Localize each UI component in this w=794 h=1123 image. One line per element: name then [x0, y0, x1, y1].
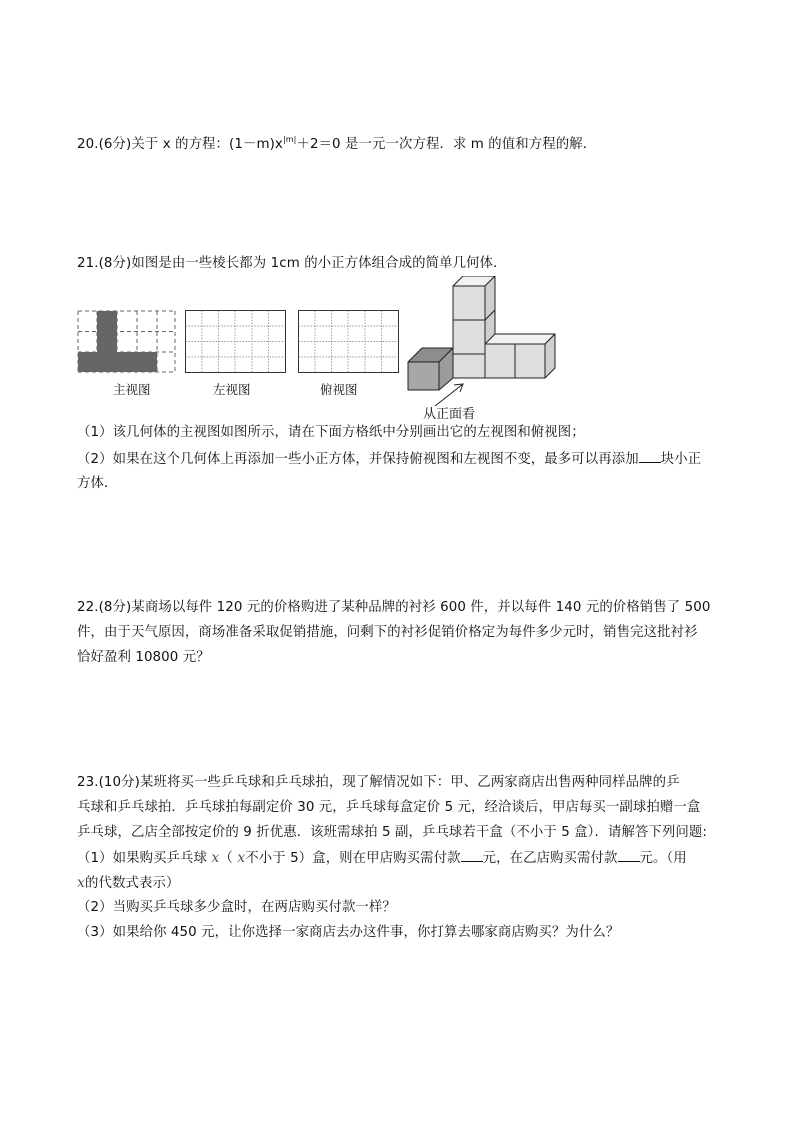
q23-var-x-3: x [77, 875, 85, 891]
label-view-from-front: 从正面看 [423, 407, 476, 422]
q23-line1: 23.(10分)某班将买一些乒乓球和乒乓球拍，现了解情况如下：甲、乙两家商店出售两种同样品牌的乒 [77, 775, 680, 790]
q23-part3: （3）如果给你 450 元，让你选择一家商店去办这件事，你打算去哪家商店购买？为什么？ [77, 925, 620, 940]
solid-3d-diagram [405, 276, 560, 408]
q23-part1-line1 [77, 849, 687, 868]
q23-line3: 乒乓球，乙店全部按定价的 9 折优惠．该班需球拍 5 副，乒乓球若干盒（不小于 5 盒）．请解答下列问题: [77, 825, 708, 840]
q22-line2: 件，由于天气原因，商场准备采取促销措施，问剩下的衬衫促销价格定为每件多少元时，销售完这批衬衫 [77, 625, 698, 640]
q21-title: 21.(8分)如图是由一些棱长都为 1cm 的小正方体组合成的简单几何体． [77, 256, 507, 271]
q21-part1: （1）该几何体的主视图如图所示，请在下面方格纸中分别画出它的左视图和俯视图； [77, 425, 585, 440]
q21-part2-text-a: （2）如果在这个几何体上再添加一些小正方体，并保持俯视图和左视图不变，最多可以再添加 [77, 452, 639, 467]
q21-part2-line1 [77, 450, 701, 469]
q23-var-x-1: x [211, 850, 220, 866]
q23-p1-text-f: 的代数式表示） [85, 876, 180, 891]
q23-blank-shop-b[interactable] [618, 849, 640, 862]
q22-line3: 恰好盈利 10800 元？ [77, 650, 210, 665]
top-view-grid [298, 310, 400, 374]
q23-line2: 乓球和乒乓球拍．乒乓球拍每副定价 30 元，乒乓球每盒定价 5 元，经洽谈后，甲店每买一副球拍赠一盒 [77, 800, 701, 815]
q23-p1-text-b: （ [219, 851, 233, 866]
q23-part2: （2）当购买乒乓球多少盒时，在两店购买付款一样？ [77, 900, 396, 915]
q21-answer-blank[interactable] [639, 450, 661, 463]
q23-p1-text-e: 元。（用 [639, 851, 687, 866]
q23-p1-text-c: 不小于 5）盒，则在甲店购买需付款 [245, 851, 461, 866]
front-view-diagram [77, 310, 177, 374]
left-view-grid [185, 310, 287, 374]
label-front-view: 主视图 [113, 382, 151, 397]
q20-text-b: ＋2＝0 是一元一次方程．求 m 的值和方程的解． [296, 137, 597, 152]
q21-part2-text-b: 块小正 [660, 452, 702, 467]
q23-part1-line2 [77, 874, 179, 893]
q23-blank-shop-a[interactable] [461, 849, 483, 862]
q23-var-x-2: x [237, 850, 246, 866]
q21-part2-line2: 方体． [77, 476, 118, 491]
q20-text [77, 131, 596, 154]
q23-p1-text-d: 元，在乙店购买需付款 [482, 851, 618, 866]
q20-exponent: |m| [282, 135, 297, 144]
label-left-view: 左视图 [213, 382, 251, 397]
label-top-view: 俯视图 [320, 382, 358, 397]
q22-line1: 22.(8分)某商场以每件 120 元的价格购进了某种品牌的衬衫 600 件，并以每件 140 元的价格销售了 500 [77, 600, 711, 615]
q23-p1-text-a: （1）如果购买乒乓球 [77, 851, 208, 866]
q20-text-a: 20.(6分)关于 x 的方程：(1－m)x [77, 137, 283, 152]
